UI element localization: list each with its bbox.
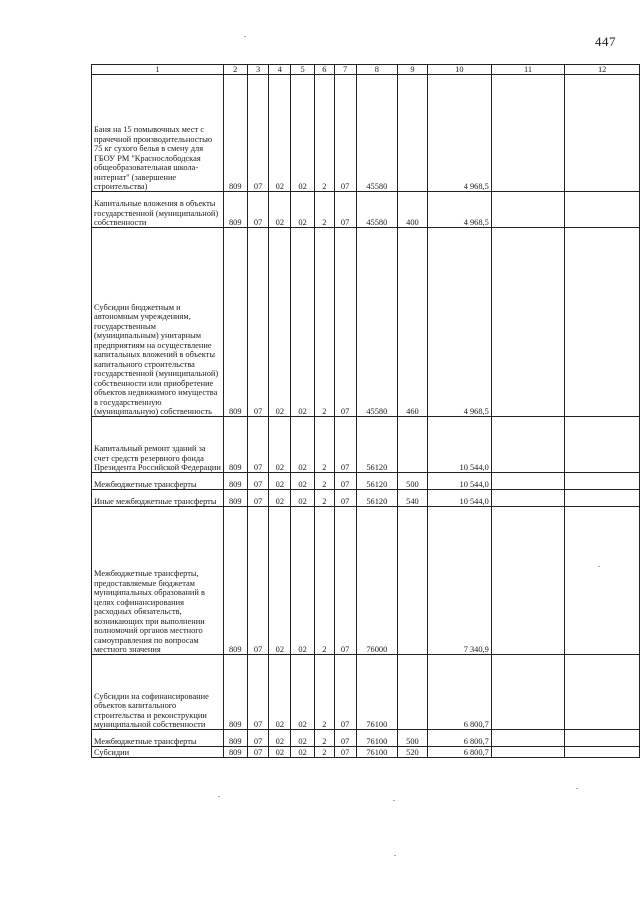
cell-col-12: [565, 417, 640, 473]
cell-grbs: 809: [223, 192, 247, 228]
cell-section: 07: [247, 228, 269, 417]
cell-subsection: 02: [269, 192, 291, 228]
cell-col-12: [565, 473, 640, 490]
scan-speck: [393, 800, 395, 801]
column-header: 3: [247, 65, 269, 75]
cell-grbs: 809: [223, 75, 247, 192]
cell-target-2: 2: [314, 75, 334, 192]
cell-grbs: 809: [223, 655, 247, 730]
cell-col-11: [491, 417, 565, 473]
cell-col-11: [491, 655, 565, 730]
table-row: [92, 228, 640, 417]
cell-col-12: [565, 655, 640, 730]
cell-grbs: 809: [223, 473, 247, 490]
row-description: Субсидии на софинансирование объектов капитального строительства и реконструкции муниципальной собственности: [92, 655, 224, 730]
cell-target-3: 07: [334, 747, 356, 758]
cell-section: 07: [247, 507, 269, 655]
cell-col-11: [491, 228, 565, 417]
cell-col-12: [565, 228, 640, 417]
cell-expense-type: 400: [398, 192, 428, 228]
cell-subsection: 02: [269, 507, 291, 655]
cell-target-1: 02: [291, 192, 315, 228]
cell-col-12: [565, 490, 640, 507]
cell-section: 07: [247, 730, 269, 747]
cell-target-2: 2: [314, 507, 334, 655]
cell-section: 07: [247, 655, 269, 730]
column-header: 1: [92, 65, 224, 75]
row-description: Межбюджетные трансферты: [92, 473, 224, 490]
cell-target-3: 07: [334, 75, 356, 192]
cell-col-12: [565, 507, 640, 655]
table-body: [92, 75, 640, 758]
cell-col-12: [565, 192, 640, 228]
cell-target-3: 07: [334, 228, 356, 417]
cell-grbs: 809: [223, 730, 247, 747]
cell-amount: 7 340,9: [427, 507, 491, 655]
cell-target-1: 02: [291, 747, 315, 758]
cell-target-4: 56120: [356, 417, 398, 473]
table-row: [92, 192, 640, 228]
table-row: [92, 730, 640, 747]
cell-section: 07: [247, 490, 269, 507]
row-description: Субсидии бюджетным и автономным учреждениям, государственным (муниципальным) унитарным предприятиям на осуществление капитальных вложений в объекты капитального строительства государственной (муниципальной) собственности или приобретение объектов недвижимого имущества в государственную (муниципальную) собственность: [92, 228, 224, 417]
cell-col-11: [491, 747, 565, 758]
cell-col-11: [491, 192, 565, 228]
cell-target-4: 76000: [356, 507, 398, 655]
cell-col-11: [491, 730, 565, 747]
column-header: 11: [491, 65, 565, 75]
cell-subsection: 02: [269, 473, 291, 490]
column-header: 6: [314, 65, 334, 75]
table-row: [92, 75, 640, 192]
cell-expense-type: [398, 417, 428, 473]
cell-target-2: 2: [314, 192, 334, 228]
cell-section: 07: [247, 192, 269, 228]
cell-amount: 10 544,0: [427, 473, 491, 490]
cell-col-12: [565, 75, 640, 192]
cell-expense-type: 460: [398, 228, 428, 417]
cell-col-12: [565, 730, 640, 747]
row-description: Межбюджетные трансферты, предоставляемые бюджетам муниципальных образований в целях софинансирования расходных обязательств, возникающих при выполнении полномочий органов местного самоуправления по вопросам местного значения: [92, 507, 224, 655]
cell-expense-type: [398, 75, 428, 192]
table-row: [92, 747, 640, 758]
cell-section: 07: [247, 75, 269, 192]
cell-amount: 4 968,5: [427, 75, 491, 192]
cell-target-4: 45580: [356, 75, 398, 192]
cell-subsection: 02: [269, 730, 291, 747]
cell-target-3: 07: [334, 507, 356, 655]
cell-section: 07: [247, 417, 269, 473]
cell-target-4: 76100: [356, 655, 398, 730]
cell-target-2: 2: [314, 473, 334, 490]
cell-target-4: 76100: [356, 730, 398, 747]
cell-target-3: 07: [334, 730, 356, 747]
cell-expense-type: 500: [398, 473, 428, 490]
cell-target-3: 07: [334, 490, 356, 507]
cell-amount: 10 544,0: [427, 490, 491, 507]
cell-grbs: 809: [223, 490, 247, 507]
cell-col-11: [491, 473, 565, 490]
scan-speck: [394, 855, 396, 856]
page-number: 447: [595, 34, 616, 49]
cell-target-4: 45580: [356, 228, 398, 417]
scan-speck: [598, 566, 600, 567]
row-description: Субсидии: [92, 747, 224, 758]
cell-target-1: 02: [291, 730, 315, 747]
cell-target-1: 02: [291, 473, 315, 490]
cell-grbs: 809: [223, 417, 247, 473]
cell-section: 07: [247, 747, 269, 758]
scan-speck: [576, 788, 578, 789]
table-row: [92, 473, 640, 490]
budget-table: [91, 64, 640, 758]
table-header-row: [92, 65, 640, 75]
cell-subsection: 02: [269, 75, 291, 192]
cell-subsection: 02: [269, 747, 291, 758]
cell-subsection: 02: [269, 655, 291, 730]
cell-section: 07: [247, 473, 269, 490]
table-row: [92, 507, 640, 655]
cell-target-4: 45580: [356, 192, 398, 228]
cell-amount: 6 800,7: [427, 747, 491, 758]
cell-amount: 6 800,7: [427, 655, 491, 730]
cell-target-4: 56120: [356, 490, 398, 507]
cell-target-1: 02: [291, 655, 315, 730]
column-header: 8: [356, 65, 398, 75]
column-header: 5: [291, 65, 315, 75]
cell-expense-type: 540: [398, 490, 428, 507]
column-header: 2: [223, 65, 247, 75]
cell-amount: 6 800,7: [427, 730, 491, 747]
cell-amount: 10 544,0: [427, 417, 491, 473]
cell-target-3: 07: [334, 192, 356, 228]
cell-target-1: 02: [291, 507, 315, 655]
cell-target-4: 76100: [356, 747, 398, 758]
scan-speck: [218, 796, 220, 797]
cell-target-2: 2: [314, 490, 334, 507]
cell-target-2: 2: [314, 747, 334, 758]
cell-target-2: 2: [314, 730, 334, 747]
cell-grbs: 809: [223, 747, 247, 758]
row-description: Баня на 15 помывочных мест с прачечной производительностью 75 кг сухого белья в смену для ГБОУ РМ "Краснослободская общеобразовательная школа-интернат" (завершение строительства): [92, 75, 224, 192]
cell-subsection: 02: [269, 417, 291, 473]
cell-target-1: 02: [291, 490, 315, 507]
cell-expense-type: [398, 655, 428, 730]
cell-col-12: [565, 747, 640, 758]
cell-amount: 4 968,5: [427, 192, 491, 228]
table-row: [92, 417, 640, 473]
cell-target-2: 2: [314, 228, 334, 417]
row-description: Межбюджетные трансферты: [92, 730, 224, 747]
cell-target-3: 07: [334, 417, 356, 473]
cell-target-4: 56120: [356, 473, 398, 490]
table-row: [92, 655, 640, 730]
column-header: 9: [398, 65, 428, 75]
cell-amount: 4 968,5: [427, 228, 491, 417]
cell-target-1: 02: [291, 75, 315, 192]
cell-expense-type: 520: [398, 747, 428, 758]
row-description: Капитальные вложения в объекты государственной (муниципальной) собственности: [92, 192, 224, 228]
column-header: 10: [427, 65, 491, 75]
cell-col-11: [491, 507, 565, 655]
cell-target-1: 02: [291, 417, 315, 473]
table-row: [92, 490, 640, 507]
cell-expense-type: [398, 507, 428, 655]
row-description: Иные межбюджетные трансферты: [92, 490, 224, 507]
cell-expense-type: 500: [398, 730, 428, 747]
cell-target-3: 07: [334, 655, 356, 730]
scan-speck: [244, 36, 246, 37]
column-header: 12: [565, 65, 640, 75]
cell-subsection: 02: [269, 490, 291, 507]
cell-target-2: 2: [314, 417, 334, 473]
cell-subsection: 02: [269, 228, 291, 417]
cell-col-11: [491, 75, 565, 192]
cell-target-3: 07: [334, 473, 356, 490]
column-header: 4: [269, 65, 291, 75]
cell-grbs: 809: [223, 228, 247, 417]
row-description: Капитальный ремонт зданий за счет средств резервного фонда Президента Российской Федерации: [92, 417, 224, 473]
cell-grbs: 809: [223, 507, 247, 655]
cell-target-2: 2: [314, 655, 334, 730]
cell-target-1: 02: [291, 228, 315, 417]
cell-col-11: [491, 490, 565, 507]
column-header: 7: [334, 65, 356, 75]
